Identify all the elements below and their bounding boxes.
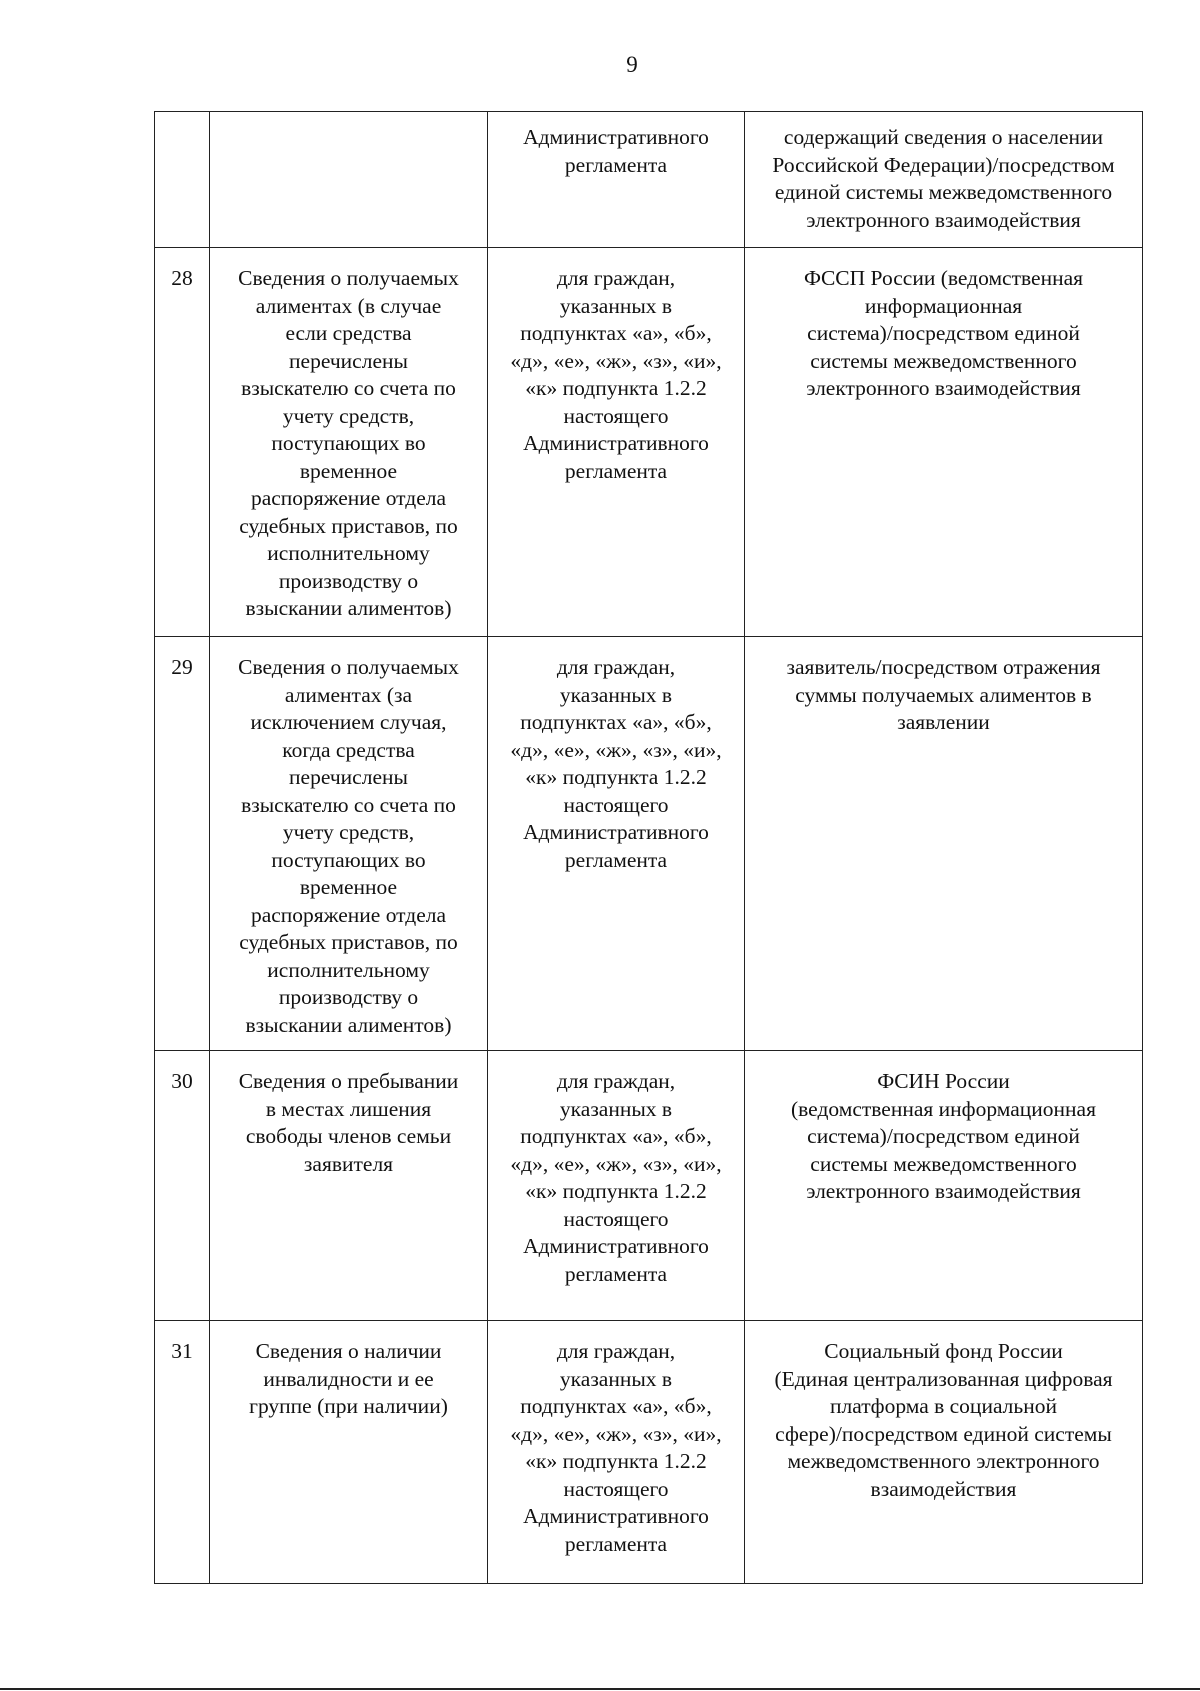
info-cell	[210, 1321, 488, 1584]
table-row	[155, 1321, 1143, 1584]
row-number-cell	[155, 1321, 210, 1584]
recipients-cell	[488, 248, 745, 637]
info-text	[210, 112, 487, 124]
recipients-cell	[488, 1051, 745, 1321]
recipients-text: для граждан, указанных в подпунктах «а», «б», «д», «е», «ж», «з», «и», «к» подпункта 1.2.2 настоящего Административного регламента	[510, 266, 722, 483]
source-text: ФСИН России (ведомственная информационная система)/посредством единой системы межведомственного электронного взаимодействия	[791, 1069, 1096, 1203]
table-row	[155, 248, 1143, 637]
source-cell	[745, 112, 1143, 248]
row-number: 30	[171, 1069, 193, 1093]
info-text: Сведения о пребывании в местах лишения свободы членов семьи заявителя	[238, 1069, 459, 1176]
page-number: 9	[626, 52, 638, 77]
row-number: 28	[171, 266, 193, 290]
source-cell	[745, 248, 1143, 637]
info-cell	[210, 248, 488, 637]
row-number: 29	[171, 655, 193, 679]
row-number-cell	[155, 248, 210, 637]
recipients-text: Административного регламента	[523, 125, 709, 177]
recipients-text: для граждан, указанных в подпунктах «а», «б», «д», «е», «ж», «з», «и», «к» подпункта 1.2.2 настоящего Административного регламента	[510, 1069, 722, 1286]
recipients-cell	[488, 637, 745, 1051]
source-cell	[745, 1051, 1143, 1321]
table-row	[155, 637, 1143, 1051]
table-row	[155, 112, 1143, 248]
recipients-cell	[488, 1321, 745, 1584]
info-text: Сведения о получаемых алиментах (за исключением случая, когда средства перечислены взыскателю со счета по учету средств, поступающих во временное распоряжение отдела судебных приставов, по исполнительному производству о взыскании алиментов)	[238, 655, 459, 1037]
row-number: 31	[171, 1339, 193, 1363]
info-text: Сведения о получаемых алиментах (в случае если средства перечислены взыскателю со счета по учету средств, поступающих во временное распоряжение отдела судебных приставов, по исполнительному производству о взыскании алиментов)	[238, 266, 459, 620]
data-table	[154, 111, 1143, 1584]
page-bottom-rule	[0, 1688, 1200, 1690]
row-number-cell	[155, 637, 210, 1051]
source-text: ФССП России (ведомственная информационная система)/посредством единой системы межведомственного электронного взаимодействия	[803, 266, 1084, 400]
source-cell	[745, 1321, 1143, 1584]
recipients-cell	[488, 112, 745, 248]
row-number-cell	[155, 112, 210, 248]
recipients-text: для граждан, указанных в подпунктах «а», «б», «д», «е», «ж», «з», «и», «к» подпункта 1.2.2 настоящего Административного регламента	[510, 1339, 722, 1556]
info-cell	[210, 112, 488, 248]
recipients-text: для граждан, указанных в подпунктах «а», «б», «д», «е», «ж», «з», «и», «к» подпункта 1.2.2 настоящего Административного регламента	[510, 655, 722, 872]
info-text: Сведения о наличии инвалидности и ее группе (при наличии)	[249, 1339, 448, 1418]
info-cell	[210, 1051, 488, 1321]
source-text: Социальный фонд России (Единая централизованная цифровая платформа в социальной сфере)/посредством единой системы межведомственного электронного взаимодействия	[774, 1339, 1113, 1501]
source-cell	[745, 637, 1143, 1051]
row-number	[155, 112, 209, 124]
table-row	[155, 1051, 1143, 1321]
source-text: содержащий сведения о населении Российской Федерации)/посредством единой системы межведомственного электронного взаимодействия	[772, 125, 1115, 232]
source-text: заявитель/посредством отражения суммы получаемых алиментов в заявлении	[786, 655, 1101, 734]
row-number-cell	[155, 1051, 210, 1321]
info-cell	[210, 637, 488, 1051]
